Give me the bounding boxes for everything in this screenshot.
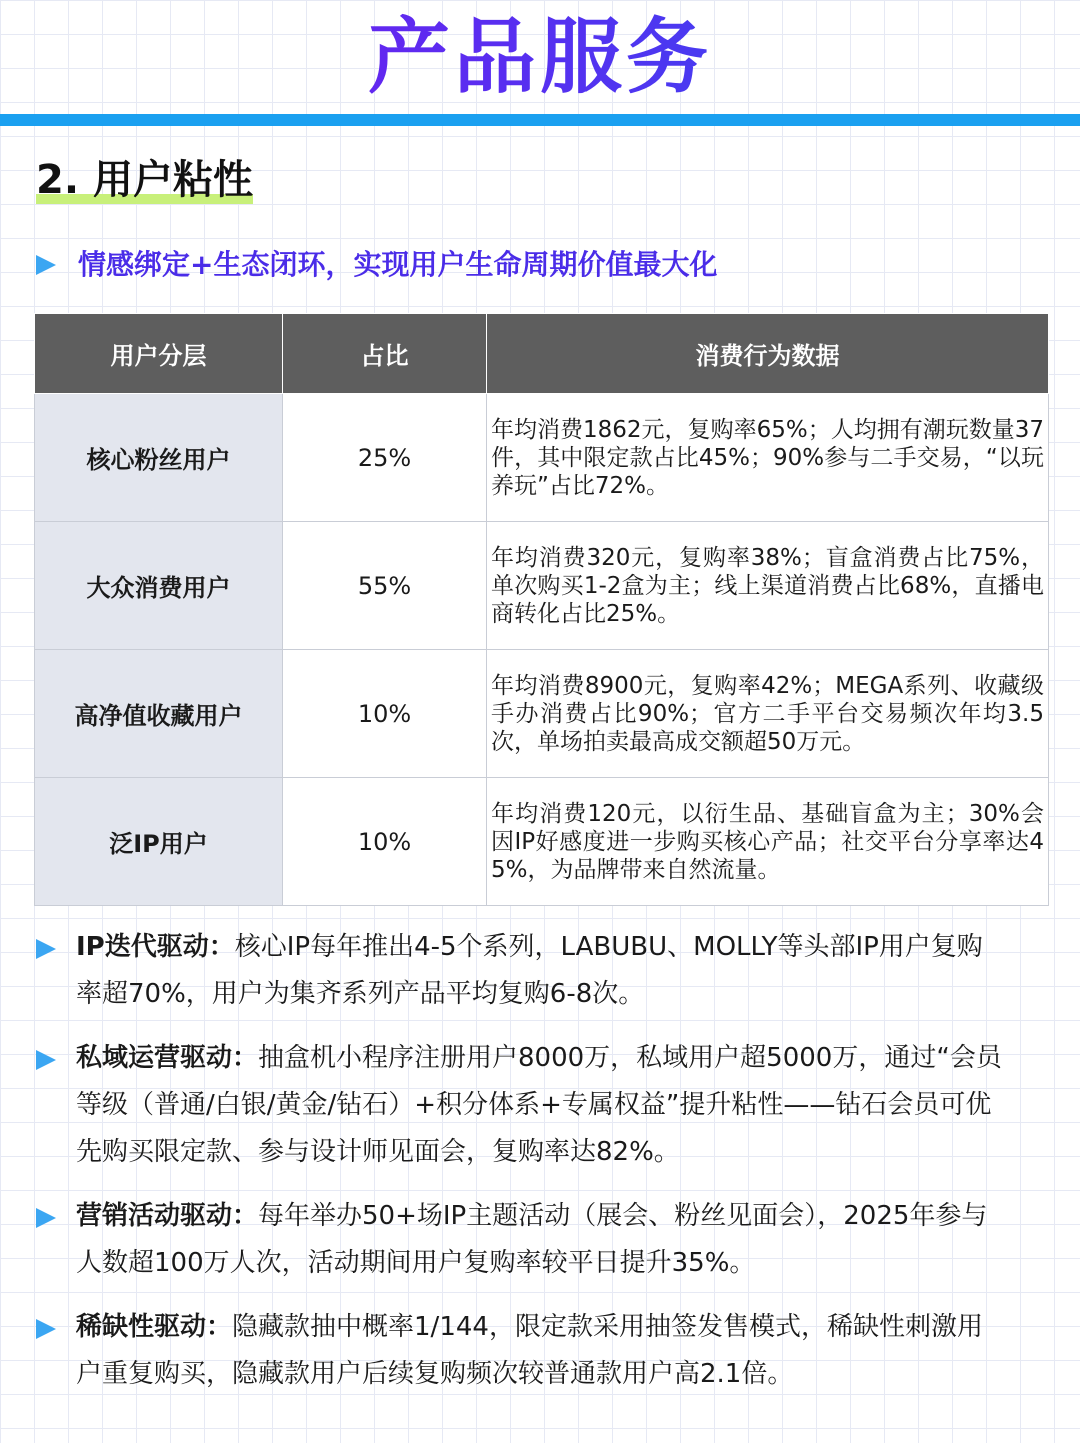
behavior-cell: 年均消费1862元，复购率65%；人均拥有潮玩数量37件，其中限定款占比45%；90%参与二手交易，“以玩养玩”占比72%。 bbox=[487, 394, 1049, 522]
share-cell: 10% bbox=[283, 650, 487, 778]
column-header-behavior: 消费行为数据 bbox=[487, 314, 1049, 394]
table-row bbox=[35, 778, 1049, 906]
list-item bbox=[36, 1035, 1026, 1176]
triangle-right-icon bbox=[36, 1050, 56, 1070]
bullet-label: 稀缺性驱动： bbox=[76, 1312, 233, 1342]
triangle-right-icon bbox=[36, 1208, 56, 1228]
driver-bullet-list bbox=[36, 924, 1026, 1415]
segment-cell: 大众消费用户 bbox=[35, 522, 283, 650]
segment-cell: 高净值收藏用户 bbox=[35, 650, 283, 778]
bullet-label: 营销活动驱动： bbox=[76, 1201, 259, 1231]
triangle-right-icon bbox=[36, 255, 56, 275]
bullet-paragraph bbox=[76, 1193, 1006, 1287]
bullet-text: 每年举办50+场IP主题活动（展会、粉丝见面会），2025年参与人数超100万人次，活动期间用户复购率较平日提升35%。 bbox=[76, 1201, 988, 1278]
section-heading bbox=[36, 152, 253, 208]
bullet-text: 抽盒机小程序注册用户8000万，私域用户超5000万，通过“会员等级（普通/白银/黄金/钻石）+积分体系+专属权益”提升粘性——钻石会员可优先购买限定款、参与设计师见面会，复购率达82%。 bbox=[76, 1043, 1002, 1167]
segment-cell: 核心粉丝用户 bbox=[35, 394, 283, 522]
share-cell: 25% bbox=[283, 394, 487, 522]
user-segment-table bbox=[34, 313, 1049, 906]
column-header-share: 占比 bbox=[283, 314, 487, 394]
table-row bbox=[35, 522, 1049, 650]
bullet-paragraph bbox=[76, 1035, 1006, 1176]
bullet-text: 核心IP每年推出4-5个系列，LABUBU、MOLLY等头部IP用户复购率超70%，用户为集齐系列产品平均复购6-8次。 bbox=[76, 932, 983, 1009]
triangle-right-icon bbox=[36, 939, 56, 959]
bullet-paragraph bbox=[76, 1304, 1006, 1398]
behavior-cell: 年均消费8900元，复购率42%；MEGA系列、收藏级手办消费占比90%；官方二手平台交易频次年均3.5次，单场拍卖最高成交额超50万元。 bbox=[487, 650, 1049, 778]
bullet-paragraph bbox=[76, 924, 1006, 1018]
section-heading-text: 2. 用户粘性 bbox=[36, 157, 253, 203]
subtitle-row bbox=[36, 244, 717, 286]
behavior-cell: 年均消费320元，复购率38%；盲盒消费占比75%，单次购买1-2盒为主；线上渠道消费占比68%，直播电商转化占比25%。 bbox=[487, 522, 1049, 650]
title-divider bbox=[0, 114, 1080, 126]
bullet-label: 私域运营驱动： bbox=[76, 1043, 259, 1073]
list-item bbox=[36, 1193, 1026, 1287]
segment-cell: 泛IP用户 bbox=[35, 778, 283, 906]
triangle-right-icon bbox=[36, 1319, 56, 1339]
bullet-label: IP迭代驱动： bbox=[76, 932, 235, 962]
section-subtitle: 情感绑定+生态闭环，实现用户生命周期价值最大化 bbox=[78, 248, 718, 281]
page-title: 产品服务 bbox=[0, 8, 1080, 108]
share-cell: 10% bbox=[283, 778, 487, 906]
bullet-text: 隐藏款抽中概率1/144，限定款采用抽签发售模式，稀缺性刺激用户重复购买，隐藏款用户后续复购频次较普通款用户高2.1倍。 bbox=[76, 1312, 983, 1389]
share-cell: 55% bbox=[283, 522, 487, 650]
list-item bbox=[36, 924, 1026, 1018]
behavior-cell: 年均消费120元，以衍生品、基础盲盒为主；30%会因IP好感度进一步购买核心产品；社交平台分享率达45%，为品牌带来自然流量。 bbox=[487, 778, 1049, 906]
column-header-segment: 用户分层 bbox=[35, 314, 283, 394]
table-row bbox=[35, 650, 1049, 778]
table-row bbox=[35, 394, 1049, 522]
table-header-row bbox=[35, 314, 1049, 394]
list-item bbox=[36, 1304, 1026, 1398]
